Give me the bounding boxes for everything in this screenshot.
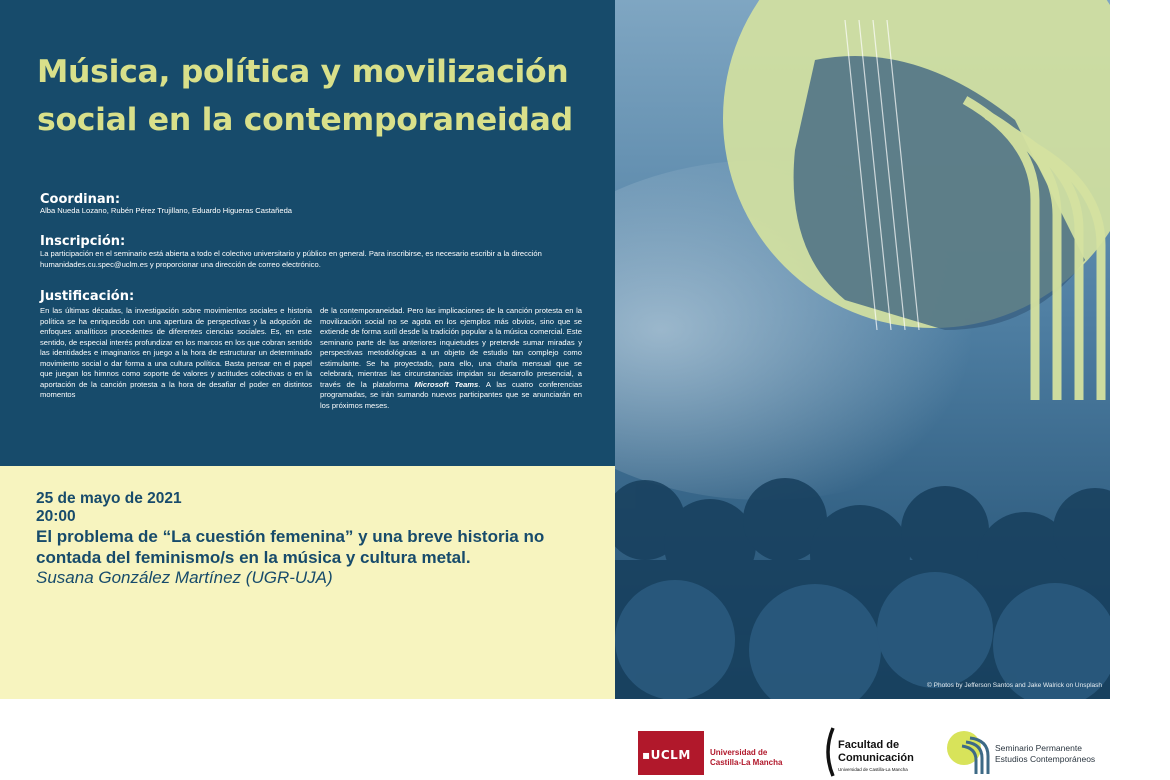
uclm-name (710, 748, 782, 768)
uclm-name-line-2: Castilla-La Mancha (710, 758, 783, 767)
uclm-logo-mark: ▪UCLM (642, 748, 691, 762)
faculty-name-line-2: Comunicación (838, 752, 914, 764)
footer-logos (0, 699, 1170, 780)
uclm-logo (638, 731, 704, 775)
faculty-name-line-1: Facultad de (838, 739, 900, 751)
concert-photo-illustration (615, 0, 1110, 699)
talk-title: El problema de “La cuestión femenina” y una breve historia no contada del feminismo/s en la música y cultura metal. (36, 527, 545, 567)
event-info (36, 490, 596, 588)
coordinators-label: Coordinan: (40, 192, 121, 207)
registration-label: Inscripción: (40, 234, 126, 249)
speaker-name: Susana González Martínez (UGR-UJA) (36, 568, 333, 587)
seminar-name-line-2: Estudios Contemporáneos (995, 754, 1096, 764)
photo-credit: © Photos by Jefferson Santos and Jake Walrick on Unsplash (927, 682, 1102, 689)
seminar-logo-icon (946, 730, 990, 774)
faculty-name (838, 739, 914, 765)
coordinators-names: Alba Nueda Lozano, Rubén Pérez Trujillano, Eduardo Higueras Castañeda (40, 206, 293, 215)
faculty-subtitle: Universidad de Castilla-La Mancha (838, 767, 908, 772)
registration-text: La participación en el seminario está abierta a todo el colectivo universitario y público en general. Para inscribirse, es necesario escribir a la dirección humanidades.cu.spec@uclm.es y proporcionar una dirección de correo electrónico. (40, 249, 542, 269)
justification-column-1: En las últimas décadas, la investigación sobre movimientos sociales e historia política se ha enriquecido con una apertura de perspectivas y la adopción de enfoques analíticos procedentes de diferentes ciencias sociales. Es, en este sentido, de especial interés profundizar en los marcos en los que cobran sentido las identidades e imaginarios en juego a la hora de estructurar un determinado movimiento social o dar forma a una cultura política. Basta pensar en el papel que juegan los himnos como soporte de valores y actitudes colectivas o en la aportación de la canción protesta a la hora de desafiar el poder en distintos momentos (40, 306, 312, 399)
uclm-name-line-1: Universidad de (710, 748, 768, 757)
event-date: 25 de mayo de 2021 (36, 490, 182, 507)
event-time: 20:00 (36, 508, 76, 525)
faculty-bracket-icon (821, 726, 835, 778)
concert-photo (615, 0, 1110, 699)
justification-column-2-text-a: de la contemporaneidad. Pero las implicaciones de la canción protesta en la movilización social no se agota en los ejemplos más obvios, sino que se extiende de forma sutil desde la tradición popular a la música comercial. Este seminario parte de las anteriores inquietudes y pretende sumar miradas y perspectivas metodológicas a un objeto de estudio tan complejo como estimulante. Se ha proyectado, para ello, una charla mensual que se celebrará, mientras las circunstancias impidan su desarrollo presencial, a través de la plataforma (320, 306, 582, 389)
platform-name: Microsoft Teams (414, 379, 479, 389)
seminar-name-line-1: Seminario Permanente (995, 743, 1082, 753)
justification-label: Justificación: (40, 289, 135, 304)
poster-title: Música, política y movilización social en la contemporaneidad (37, 54, 573, 138)
justification-column-2 (320, 306, 582, 411)
justification-column-2-text-b: . A las cuatro conferencias programadas, se irán sumando nuevos participantes que se anunciarán en los próximos meses. (320, 379, 583, 410)
seminar-name (995, 743, 1095, 765)
